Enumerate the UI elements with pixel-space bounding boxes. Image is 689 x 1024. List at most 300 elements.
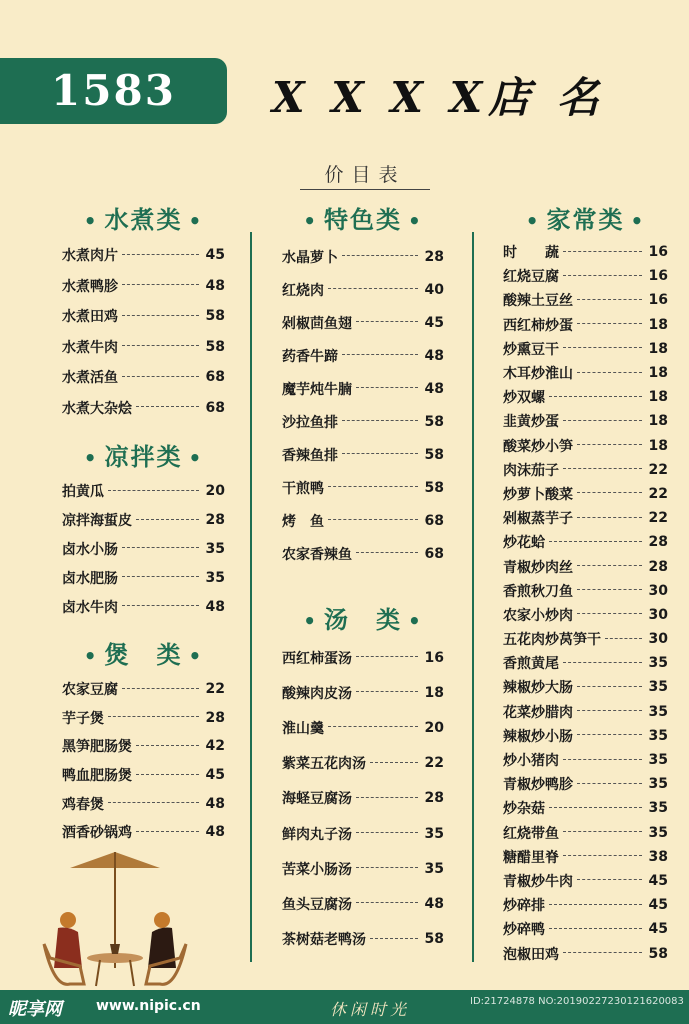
menu-item-name: 酸菜炒小笋	[503, 438, 573, 455]
menu-item-price: 28	[648, 534, 668, 551]
dotted-leader	[577, 323, 642, 324]
menu-item-price: 58	[648, 945, 668, 962]
category-heading	[503, 200, 668, 240]
menu-item-price: 58	[424, 931, 444, 948]
menu-item-name: 水煮大杂烩	[62, 400, 132, 417]
menu-item-name: 糖醋里脊	[503, 849, 559, 866]
menu-item	[503, 724, 668, 748]
menu-item-price: 28	[205, 709, 225, 726]
menu-item-name: 干煎鸭	[282, 480, 324, 497]
dotted-leader	[108, 716, 199, 717]
footer-slogan: 休闲时光	[330, 1000, 411, 1019]
menu-item-name: 酸辣肉皮汤	[282, 685, 352, 702]
menu-item	[282, 781, 444, 816]
dotted-leader	[356, 832, 418, 833]
menu-item-price: 18	[648, 413, 668, 430]
menu-item-price: 20	[205, 483, 225, 500]
menu-item-price: 68	[205, 369, 225, 386]
bullet-dot: •	[188, 643, 204, 668]
dotted-leader	[328, 519, 418, 520]
menu-item-price: 45	[205, 767, 225, 784]
menu-item-name: 剁椒茴鱼翅	[282, 315, 352, 332]
dotted-leader	[563, 831, 642, 832]
menu-item	[62, 332, 225, 363]
menu-item-name: 卤水小肠	[62, 541, 118, 558]
menu-item-price: 22	[648, 461, 668, 478]
menu-item-price: 48	[424, 347, 444, 364]
menu-item	[282, 273, 444, 306]
dotted-leader	[577, 372, 642, 373]
store-name: X X X X店 名	[272, 73, 605, 122]
menu-item-name: 农家小炒肉	[503, 607, 573, 624]
menu-item-price: 48	[205, 824, 225, 841]
menu-item	[503, 554, 668, 578]
menu-item-price: 28	[205, 512, 225, 529]
menu-item-price: 35	[648, 776, 668, 793]
menu-item-price: 22	[648, 485, 668, 502]
menu-item	[282, 339, 444, 372]
menu-item	[62, 535, 225, 564]
menu-item	[282, 675, 444, 710]
dotted-leader	[356, 656, 418, 657]
dotted-leader	[549, 904, 642, 905]
bullet-dot: •	[408, 609, 423, 633]
menu-column-right	[503, 200, 668, 966]
menu-item-price: 30	[648, 631, 668, 648]
menu-item-name: 酸辣土豆丝	[503, 293, 573, 310]
dotted-leader	[563, 347, 642, 348]
category-title: 煲 类	[104, 640, 183, 669]
category-title: 汤 类	[324, 606, 402, 634]
menu-item	[62, 732, 225, 761]
menu-item	[503, 506, 668, 530]
menu-item-name: 韭黄炒蛋	[503, 414, 559, 431]
menu-item-price: 30	[648, 582, 668, 599]
menu-item-name: 五花肉炒莴笋干	[503, 632, 601, 649]
dotted-leader	[356, 321, 418, 322]
menu-item-price: 48	[424, 895, 444, 912]
cafe-illustration	[30, 848, 200, 988]
menu-item	[282, 240, 444, 273]
dotted-leader	[136, 831, 199, 832]
menu-item-name: 水晶萝卜	[282, 249, 338, 266]
menu-item-price: 35	[648, 703, 668, 720]
dotted-leader	[370, 938, 418, 939]
menu-item-price: 45	[648, 897, 668, 914]
menu-item-name: 辣椒炒大肠	[503, 680, 573, 697]
menu-item	[62, 675, 225, 704]
menu-item	[62, 240, 225, 271]
dotted-leader	[342, 453, 418, 454]
dotted-leader	[108, 490, 199, 491]
menu-item	[503, 796, 668, 820]
menu-item-price: 58	[424, 413, 444, 430]
category-title: 凉拌类	[104, 443, 183, 471]
menu-item-name: 卤水牛肉	[62, 599, 118, 616]
dotted-leader	[577, 299, 642, 300]
menu-item-price: 30	[648, 606, 668, 623]
menu-item-name: 药香牛蹄	[282, 348, 338, 365]
menu-item-name: 辣椒炒小肠	[503, 728, 573, 745]
menu-item-price: 45	[205, 247, 225, 264]
category-heading	[282, 600, 444, 640]
dotted-leader	[577, 783, 642, 784]
menu-item-name: 海蛏豆腐汤	[282, 791, 352, 808]
menu-item	[503, 240, 668, 264]
menu-item-price: 68	[205, 399, 225, 416]
menu-item-name: 炒双螺	[503, 390, 545, 407]
menu-item	[282, 372, 444, 405]
menu-item-name: 农家豆腐	[62, 682, 118, 699]
menu-item-price: 58	[205, 308, 225, 325]
menu-item-price: 18	[648, 365, 668, 382]
menu-item-price: 38	[648, 848, 668, 865]
menu-item	[62, 563, 225, 592]
menu-item-price: 18	[648, 437, 668, 454]
menu-item-name: 西红柿炒蛋	[503, 317, 573, 334]
menu-item-price: 28	[424, 248, 444, 265]
menu-item-price: 58	[424, 479, 444, 496]
menu-item	[503, 893, 668, 917]
menu-item-price: 48	[205, 598, 225, 615]
menu-item-price: 35	[205, 569, 225, 586]
menu-item-name: 苦菜小肠汤	[282, 861, 352, 878]
menu-item-name: 水煮牛肉	[62, 339, 118, 356]
menu-item	[282, 438, 444, 471]
bullet-dot: •	[83, 446, 99, 470]
menu-item	[503, 651, 668, 675]
dotted-leader	[577, 879, 642, 880]
dotted-leader	[122, 688, 199, 689]
menu-item-name: 炒花蛤	[503, 535, 545, 552]
dotted-leader	[136, 519, 199, 520]
dotted-leader	[342, 255, 418, 256]
dotted-leader	[356, 387, 418, 388]
menu-item	[62, 506, 225, 535]
dotted-leader	[370, 762, 418, 763]
dotted-leader	[577, 734, 642, 735]
menu-item	[282, 504, 444, 537]
menu-item	[503, 941, 668, 965]
menu-item-price: 58	[424, 446, 444, 463]
menu-item	[282, 306, 444, 339]
category-heading	[62, 200, 225, 240]
menu-item-price: 35	[648, 800, 668, 817]
menu-item	[503, 603, 668, 627]
menu-item	[62, 301, 225, 332]
dotted-leader	[577, 492, 642, 493]
menu-item	[62, 818, 225, 847]
menu-item	[62, 789, 225, 818]
menu-item-price: 35	[205, 540, 225, 557]
menu-item-name: 紫菜五花肉汤	[282, 756, 366, 773]
menu-item-name: 鱼头豆腐汤	[282, 896, 352, 913]
bullet-dot: •	[525, 209, 541, 233]
menu-item	[62, 704, 225, 733]
menu-item-name: 水煮鸭胗	[62, 278, 118, 295]
bullet-dot: •	[83, 209, 99, 233]
dotted-leader	[356, 797, 418, 798]
menu-item-price: 35	[648, 679, 668, 696]
category-heading	[62, 437, 225, 477]
menu-item-price: 45	[648, 921, 668, 938]
menu-item	[503, 482, 668, 506]
menu-item-name: 炒萝卜酸菜	[503, 486, 573, 503]
dotted-leader	[549, 807, 642, 808]
menu-item-name: 芋子煲	[62, 710, 104, 727]
menu-item-price: 35	[424, 860, 444, 877]
dotted-leader	[136, 745, 199, 746]
menu-item-name: 茶树菇老鸭汤	[282, 932, 366, 949]
menu-item	[503, 458, 668, 482]
dotted-leader	[577, 565, 642, 566]
menu-item	[503, 530, 668, 554]
menu-item-name: 黑笋肥肠煲	[62, 739, 132, 756]
menu-section	[503, 200, 668, 966]
menu-item	[62, 761, 225, 790]
menu-item-price: 16	[648, 268, 668, 285]
menu-item-price: 35	[648, 655, 668, 672]
dotted-leader	[328, 726, 418, 727]
bullet-dot: •	[83, 643, 99, 668]
dotted-leader	[563, 855, 642, 856]
menu-item-name: 魔芋炖牛腩	[282, 381, 352, 398]
menu-item-name: 拍黄瓜	[62, 484, 104, 501]
menu-item-name: 炒杂菇	[503, 801, 545, 818]
menu-column-middle	[282, 200, 444, 957]
bullet-dot: •	[188, 209, 204, 233]
menu-item-name: 鸡春煲	[62, 796, 104, 813]
menu-subtitle: 价目表	[300, 160, 430, 190]
menu-item	[503, 748, 668, 772]
menu-item-price: 18	[648, 316, 668, 333]
menu-item	[503, 434, 668, 458]
menu-item	[503, 772, 668, 796]
bullet-dot: •	[630, 209, 646, 233]
menu-item-price: 35	[648, 824, 668, 841]
menu-item	[62, 592, 225, 621]
menu-item-price: 18	[424, 684, 444, 701]
menu-item-name: 香煎黄尾	[503, 656, 559, 673]
menu-item	[282, 816, 444, 851]
menu-item-name: 炒碎鸭	[503, 922, 545, 939]
bullet-dot: •	[303, 609, 318, 633]
dotted-leader	[122, 605, 199, 606]
category-title: 家常类	[546, 206, 625, 234]
menu-item	[282, 537, 444, 570]
footer-watermark: ID:21724878 NO:20190227230121620083	[470, 996, 684, 1007]
menu-item-name: 农家香辣鱼	[282, 546, 352, 563]
dotted-leader	[122, 315, 199, 316]
category-heading	[282, 200, 444, 240]
menu-item-price: 42	[205, 738, 225, 755]
menu-item-name: 红烧肉	[282, 282, 324, 299]
menu-item-name: 鲜肉丸子汤	[282, 826, 352, 843]
menu-item-name: 凉拌海蜇皮	[62, 513, 132, 530]
menu-item-name: 红烧带鱼	[503, 825, 559, 842]
menu-item-price: 28	[648, 558, 668, 575]
menu-item-price: 35	[648, 752, 668, 769]
dotted-leader	[577, 517, 642, 518]
menu-section	[62, 200, 225, 423]
menu-item-price: 68	[424, 545, 444, 562]
menu-item-price: 16	[424, 649, 444, 666]
dotted-leader	[563, 759, 642, 760]
dotted-leader	[563, 662, 642, 663]
menu-item-name: 青椒炒牛肉	[503, 873, 573, 890]
dotted-leader	[122, 547, 199, 548]
menu-item-name: 烤 鱼	[282, 513, 324, 530]
menu-item	[503, 700, 668, 724]
menu-section	[62, 437, 225, 621]
menu-item	[282, 471, 444, 504]
category-title: 水煮类	[104, 206, 183, 234]
dotted-leader	[356, 902, 418, 903]
menu-item-price: 45	[424, 314, 444, 331]
menu-item	[503, 675, 668, 699]
menu-item	[503, 313, 668, 337]
menu-item	[503, 869, 668, 893]
menu-item	[282, 886, 444, 921]
menu-item-name: 青椒炒肉丝	[503, 559, 573, 576]
menu-item	[503, 409, 668, 433]
menu-item	[282, 746, 444, 781]
menu-item	[503, 264, 668, 288]
dotted-leader	[563, 275, 642, 276]
menu-item-price: 18	[648, 340, 668, 357]
dotted-leader	[577, 710, 642, 711]
menu-item-name: 炒熏豆干	[503, 341, 559, 358]
menu-item-price: 16	[648, 292, 668, 309]
dotted-leader	[605, 638, 642, 639]
footer-bar	[0, 990, 689, 1024]
menu-item-price: 28	[424, 790, 444, 807]
dotted-leader	[342, 420, 418, 421]
menu-item-price: 48	[205, 795, 225, 812]
menu-item	[282, 405, 444, 438]
menu-item-name: 鸭血肥肠煲	[62, 768, 132, 785]
dotted-leader	[577, 444, 642, 445]
column-divider	[472, 232, 474, 962]
dotted-leader	[108, 802, 199, 803]
menu-item	[503, 917, 668, 941]
menu-item-name: 卤水肥肠	[62, 570, 118, 587]
menu-item-price: 35	[648, 727, 668, 744]
menu-item-price: 18	[648, 389, 668, 406]
menu-item	[62, 362, 225, 393]
menu-item-price: 48	[424, 380, 444, 397]
menu-item-price: 58	[205, 338, 225, 355]
dotted-leader	[577, 686, 642, 687]
menu-item	[282, 710, 444, 745]
menu-item-name: 肉沫茄子	[503, 462, 559, 479]
dotted-leader	[356, 552, 418, 553]
menu-item-name: 水煮田鸡	[62, 309, 118, 326]
menu-item-name: 青椒炒鸭胗	[503, 777, 573, 794]
menu-item	[503, 385, 668, 409]
dotted-leader	[563, 468, 642, 469]
menu-item-name: 西红柿蛋汤	[282, 650, 352, 667]
dotted-leader	[328, 288, 418, 289]
menu-item-name: 沙拉鱼排	[282, 414, 338, 431]
menu-item-name: 木耳炒淮山	[503, 366, 573, 383]
menu-item	[62, 393, 225, 424]
dotted-leader	[577, 613, 642, 614]
bullet-dot: •	[188, 446, 204, 470]
dotted-leader	[122, 254, 199, 255]
menu-item	[503, 845, 668, 869]
menu-item	[282, 922, 444, 957]
dotted-leader	[342, 354, 418, 355]
dotted-leader	[563, 251, 642, 252]
dotted-leader	[577, 589, 642, 590]
menu-item-price: 40	[424, 281, 444, 298]
footer-url: www.nipic.cn	[96, 998, 201, 1014]
dotted-leader	[122, 576, 199, 577]
menu-item-name: 淮山羹	[282, 720, 324, 737]
column-divider	[250, 232, 252, 962]
dotted-leader	[563, 952, 642, 953]
dotted-leader	[122, 376, 199, 377]
menu-item-name: 水煮活鱼	[62, 370, 118, 387]
dotted-leader	[328, 486, 418, 487]
dotted-leader	[136, 774, 199, 775]
menu-item	[282, 640, 444, 675]
menu-item-price: 22	[205, 681, 225, 698]
category-heading	[62, 635, 225, 675]
menu-item-name: 剁椒蒸芋子	[503, 511, 573, 528]
dotted-leader	[122, 284, 199, 285]
menu-item-price: 35	[424, 825, 444, 842]
dotted-leader	[549, 928, 642, 929]
menu-column-left	[62, 200, 225, 847]
menu-item-name: 香辣鱼排	[282, 447, 338, 464]
menu-item-price: 22	[648, 510, 668, 527]
menu-item	[503, 627, 668, 651]
menu-section	[282, 600, 444, 957]
bullet-dot: •	[408, 209, 423, 233]
menu-item-name: 酒香砂锅鸡	[62, 825, 132, 842]
menu-item-price: 45	[648, 872, 668, 889]
category-title: 特色类	[324, 206, 402, 234]
menu-item-price: 16	[648, 244, 668, 261]
menu-item-price: 68	[424, 512, 444, 529]
menu-item	[62, 477, 225, 506]
bullet-dot: •	[303, 209, 318, 233]
menu-section	[282, 200, 444, 570]
menu-item-price: 48	[205, 277, 225, 294]
dotted-leader	[122, 345, 199, 346]
menu-item	[503, 361, 668, 385]
dotted-leader	[356, 691, 418, 692]
menu-item-name: 香煎秋刀鱼	[503, 583, 573, 600]
dotted-leader	[549, 396, 642, 397]
dotted-leader	[549, 541, 642, 542]
menu-item-name: 泡椒田鸡	[503, 946, 559, 963]
menu-item	[503, 337, 668, 361]
menu-item-name: 时 蔬	[503, 245, 559, 262]
menu-item-name: 水煮肉片	[62, 248, 118, 265]
footer-logo: 昵享网	[8, 999, 62, 1020]
menu-item-name: 红烧豆腐	[503, 269, 559, 286]
dotted-leader	[136, 406, 199, 407]
menu-item-name: 花菜炒腊肉	[503, 704, 573, 721]
menu-section	[62, 635, 225, 847]
menu-item-price: 22	[424, 755, 444, 772]
menu-item-name: 炒小猪肉	[503, 753, 559, 770]
menu-item-price: 20	[424, 719, 444, 736]
badge-number: 1583	[0, 58, 227, 124]
